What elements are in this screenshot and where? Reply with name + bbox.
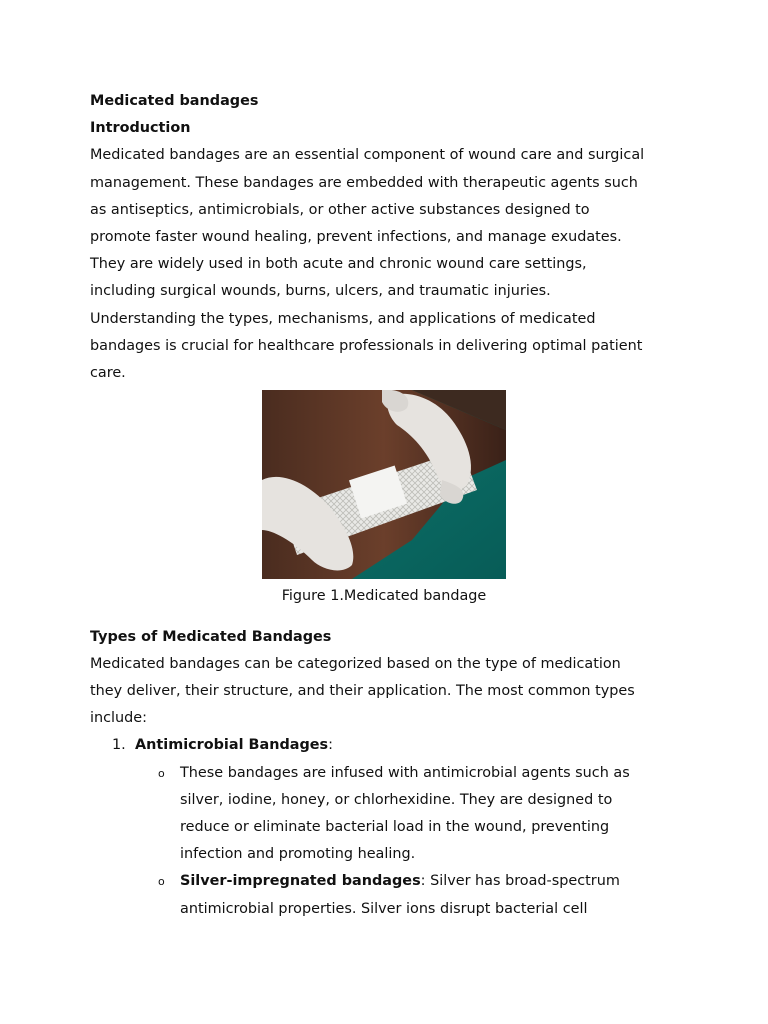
bandage-photo <box>262 390 506 579</box>
intro-line: They are widely used in both acute and chronic wound care settings, <box>90 256 587 273</box>
sub-list-item <box>90 760 680 869</box>
list-number: 1. <box>112 737 126 754</box>
intro-line: Understanding the types, mechanisms, and applications of medicated <box>90 310 596 327</box>
figure-caption: Figure 1.Medicated bandage <box>281 588 487 605</box>
intro-line: bandages is crucial for healthcare professionals in delivering optimal patient <box>90 337 643 354</box>
figure <box>90 390 678 579</box>
intro-line: including surgical wounds, burns, ulcers, and traumatic injuries. <box>90 283 551 300</box>
types-intro-line: include: <box>90 710 147 727</box>
types-list <box>90 732 680 922</box>
list-item-title: Antimicrobial Bandages <box>135 737 329 754</box>
list-item <box>90 732 680 922</box>
sub-list <box>90 760 680 923</box>
sub-list-item <box>90 868 680 922</box>
intro-line: care. <box>90 365 126 382</box>
document-body <box>90 88 680 923</box>
intro-heading: Introduction <box>90 120 191 137</box>
bullet-marker: o <box>158 766 165 780</box>
types-heading: Types of Medicated Bandages <box>90 628 332 645</box>
types-intro-line: Medicated bandages can be categorized based on the type of medication <box>90 655 621 672</box>
intro-line: Medicated bandages are an essential component of wound care and surgical <box>90 147 645 164</box>
intro-paragraph <box>90 142 680 387</box>
sub-item-line: infection and promoting healing. <box>180 846 416 863</box>
intro-line: promote faster wound healing, prevent infections, and manage exudates. <box>90 229 622 246</box>
types-intro-paragraph <box>90 651 680 733</box>
sub-item-first-line <box>180 868 680 895</box>
types-intro-line: they deliver, their structure, and their application. The most common types <box>90 683 635 700</box>
sub-item-first-rest: : Silver has broad-spectrum <box>420 873 620 890</box>
sub-item-line: These bandages are infused with antimicrobial agents such as <box>180 764 630 781</box>
list-item-colon: : <box>328 737 333 754</box>
sub-item-line: reduce or eliminate bacterial load in the wound, preventing <box>180 819 610 836</box>
document-title: Medicated bandages <box>90 93 259 109</box>
sub-item-line: antimicrobial properties. Silver ions disrupt bacterial cell <box>180 900 588 917</box>
sub-item-bold-term: Silver-impregnated bandages <box>180 873 421 890</box>
intro-line: management. These bandages are embedded with therapeutic agents such <box>90 174 638 191</box>
bullet-marker: o <box>158 875 165 889</box>
intro-line: as antiseptics, antimicrobials, or other active substances designed to <box>90 201 590 218</box>
sub-item-line: silver, iodine, honey, or chlorhexidine. They are designed to <box>180 791 613 808</box>
